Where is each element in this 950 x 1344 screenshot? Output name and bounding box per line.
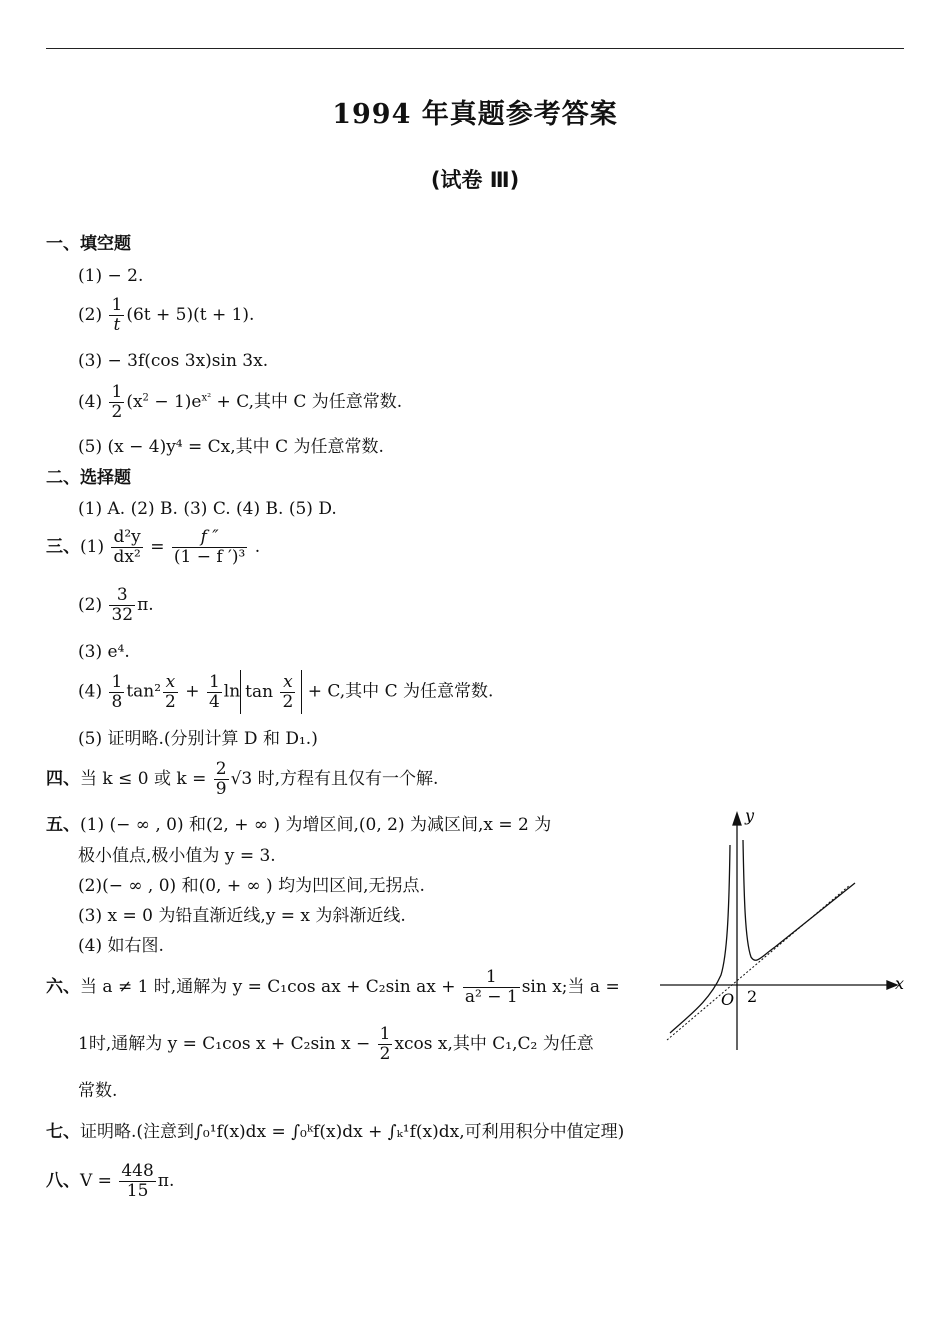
s1-answer-3: (3) − 3f(cos 3x)sin 3x. bbox=[78, 351, 269, 371]
s4-answer: 四、当 k ≤ 0 或 k = $\frac{2}{9}$ √3 时,方程有且仅有一个解. bbox=[46, 759, 439, 799]
s5-line-1: 五、(1) (− ∞ , 0) 和(2, + ∞ ) 为增区间,(0, 2) 为减区间,x = 2 为 bbox=[46, 815, 552, 835]
section-2-label: 二、选择题 bbox=[46, 468, 131, 488]
page-title: 1994 年真题参考答案 bbox=[332, 99, 618, 130]
s5-line-5: (4) 如右图. bbox=[78, 936, 164, 956]
s1-answer-1: (1) − 2. bbox=[78, 266, 144, 286]
s5-line-4: (3) x = 0 为铅直渐近线,y = x 为斜渐近线. bbox=[78, 906, 406, 926]
s5-line-2: 极小值点,极小值为 y = 3. bbox=[78, 846, 276, 866]
s3-answer-5: (5) 证明略.(分别计算 D 和 D₁.) bbox=[78, 729, 318, 749]
top-rule bbox=[46, 48, 904, 49]
s3-answer-3: (3) e⁴. bbox=[78, 642, 130, 662]
s1-answer-4: (4) $\frac{1}{2}$ $(x^2 - 1)e^{x^2} + C$,其中 C 为任意常数. bbox=[78, 382, 403, 422]
section-1-label: 一、填空题 bbox=[46, 234, 131, 254]
function-graph bbox=[655, 805, 905, 1055]
s2-answers: (1) A. (2) B. (3) C. (4) B. (5) D. bbox=[78, 499, 337, 519]
right-branch bbox=[743, 840, 855, 960]
s1-answer-5: (5) (x − 4)y⁴ = Cx,其中 C 为任意常数. bbox=[78, 437, 384, 457]
tick-2-label: 2 bbox=[747, 987, 758, 1006]
s5-line-3: (2)(− ∞ , 0) 和(0, + ∞ ) 均为凹区间,无拐点. bbox=[78, 876, 425, 896]
s6-line-1: 六、当 a ≠ 1 时,通解为 y = C₁cos ax + C₂sin ax + $\frac{1}{\text{a² − 1}}$ sin x;当 a = bbox=[46, 967, 620, 1007]
s3-answer-2: (2) $\frac{3}{32}$ π. bbox=[78, 585, 154, 625]
origin-label: O bbox=[721, 990, 735, 1009]
s3-answer-1: 三、(1) $\frac{\text{d²y}}{\text{dx²}}$ = $\frac{f ''}{\text{(1 − f ′)³}}$ . bbox=[46, 527, 261, 567]
s8-answer: 八、V = $\frac{448}{15}$ π. bbox=[46, 1161, 175, 1201]
s6-line-2: 1时,通解为 y = C₁cos x + C₂sin x − $\frac{1}{2}$ xcos x,其中 C₁,C₂ 为任意 bbox=[78, 1024, 594, 1064]
s1-answer-2: (2) $\frac{1}{t}$ (6t + 5)(t + 1). bbox=[78, 295, 255, 335]
s6-line-3: 常数. bbox=[78, 1081, 118, 1101]
page-subtitle: (试卷 Ⅲ) bbox=[430, 168, 520, 192]
y-label: y bbox=[745, 806, 755, 825]
y-axis-arrow-icon bbox=[733, 813, 741, 825]
x-label: x bbox=[895, 974, 905, 993]
s3-answer-4: (4) $\frac{1}{8}$ tan² $\frac{x}{2}$ + $\frac{1}{4}$ ln tan $\frac{x}{2}$ + C,其中 C 为任意常数. bbox=[78, 671, 494, 712]
s7-answer: 七、证明略.(注意到∫₀¹f(x)dx = ∫₀ᵏf(x)dx + ∫ₖ¹f(x)dx,可利用积分中值定理) bbox=[46, 1122, 625, 1142]
